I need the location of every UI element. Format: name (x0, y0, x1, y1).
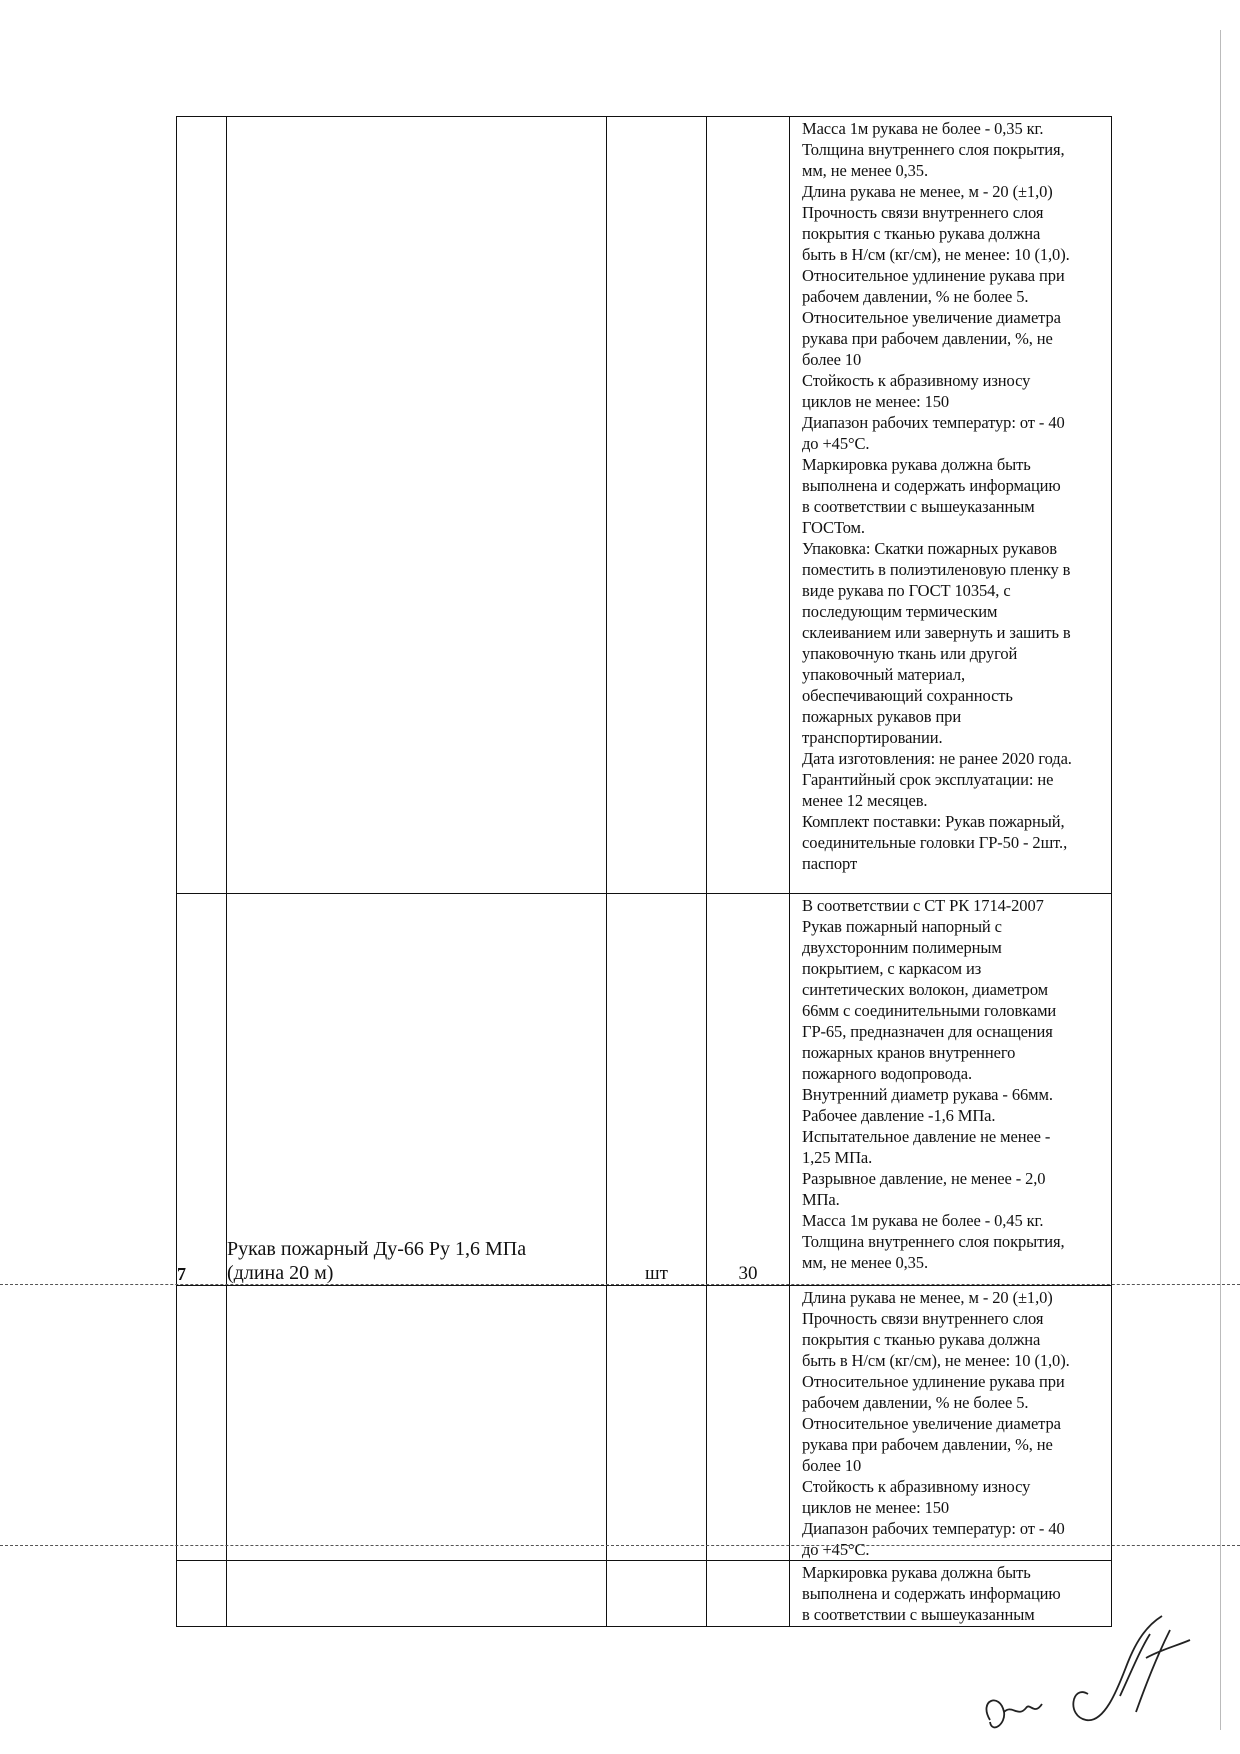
row-number-cell (177, 1561, 227, 1627)
page-break-line (0, 1284, 1240, 1286)
item-name-cell (227, 117, 607, 894)
quantity-cell: 30 (707, 894, 790, 1286)
quantity-cell (707, 1561, 790, 1627)
table-row (177, 1286, 1112, 1561)
signature-mark (970, 1600, 1210, 1740)
item-name-cell: Рукав пожарный Ду-66 Ру 1,6 МПа (длина 20 м) (227, 894, 607, 1286)
specification-cell (790, 894, 1112, 1286)
scan-edge-line (1220, 30, 1221, 1730)
item-name-cell (227, 1286, 607, 1561)
row-number-cell: 7 (177, 894, 227, 1286)
quantity-cell (707, 1286, 790, 1561)
unit-cell: шт (607, 894, 707, 1286)
item-name-cell (227, 1561, 607, 1627)
specification-text: Длина рукава не менее, м - 20 (±1,0) Прочность связи внутреннего слоя покрытия с тканью рукава должна быть в Н/см (кг/см), не менее: 10 (1,0). Относительное удлинение рукава при рабочем давлении, % не более 5. Относительное увеличение диаметра рукава при рабочем давлении, %, не более 10 Стойкость к абразивному износу циклов не менее: 150 Диапазон рабочих температур: от - 40 до +45°С. (802, 1288, 1070, 1559)
specification-cell (790, 1286, 1112, 1561)
table-row (177, 894, 1112, 1286)
page-break-line (0, 1545, 1240, 1547)
quantity-cell (707, 117, 790, 894)
specification-cell (790, 117, 1112, 894)
row-number-cell (177, 117, 227, 894)
unit-cell (607, 1286, 707, 1561)
table-row (177, 117, 1112, 894)
specification-text: Маркировка рукава должна быть выполнена и содержать информацию в соответствии с вышеуказанным (802, 1563, 1061, 1624)
specification-text: В соответствии с СТ РК 1714-2007 Рукав пожарный напорный с двухсторонним полимерным покрытием, с каркасом из синтетических волокон, диаметром 66мм с соединительными головками ГР-65, предназначен для оснащения пожарных кранов внутреннего пожарного водопровода. Внутренний диаметр рукава - 66мм. Рабочее давление -1,6 МПа. Испытательное давление не менее - 1,25 МПа. Разрывное давление, не менее - 2,0 МПа. Масса 1м рукава не более - 0,45 кг. Толщина внутреннего слоя покрытия, мм, не менее 0,35. (802, 896, 1065, 1272)
unit-cell (607, 1561, 707, 1627)
unit-cell (607, 117, 707, 894)
specification-text: Масса 1м рукава не более - 0,35 кг. Толщина внутреннего слоя покрытия, мм, не менее 0,35. Длина рукава не менее, м - 20 (±1,0) Прочность связи внутреннего слоя покрытия с тканью рукава должна быть в Н/см (кг/см), не менее: 10 (1,0). Относительное удлинение рукава при рабочем давлении, % не более 5. Относительное увеличение диаметра рукава при рабочем давлении, %, не более 10 Стойкость к абразивному износу циклов не менее: 150 Диапазон рабочих температур: от - 40 до +45°С. Маркировка рукава должна быть выполнена и содержать информацию в соответствии с вышеуказанным ГОСТом. Упаковка: Скатки пожарных рукавов поместить в полиэтиленовую пленку в виде рукава по ГОСТ 10354, с последующим термическим склеиванием или завернуть и зашить в упаковочную ткань или другой упаковочный материал, обеспечивающий сохранность пожарных рукавов при транспортировании. Дата изготовления: не ранее 2020 года. Гарантийный срок эксплуатации: не менее 12 месяцев. Комплект поставки: Рукав пожарный, соединительные головки ГР-50 - 2шт., паспорт (802, 119, 1072, 873)
specification-table (176, 116, 1112, 1627)
row-number-cell (177, 1286, 227, 1561)
